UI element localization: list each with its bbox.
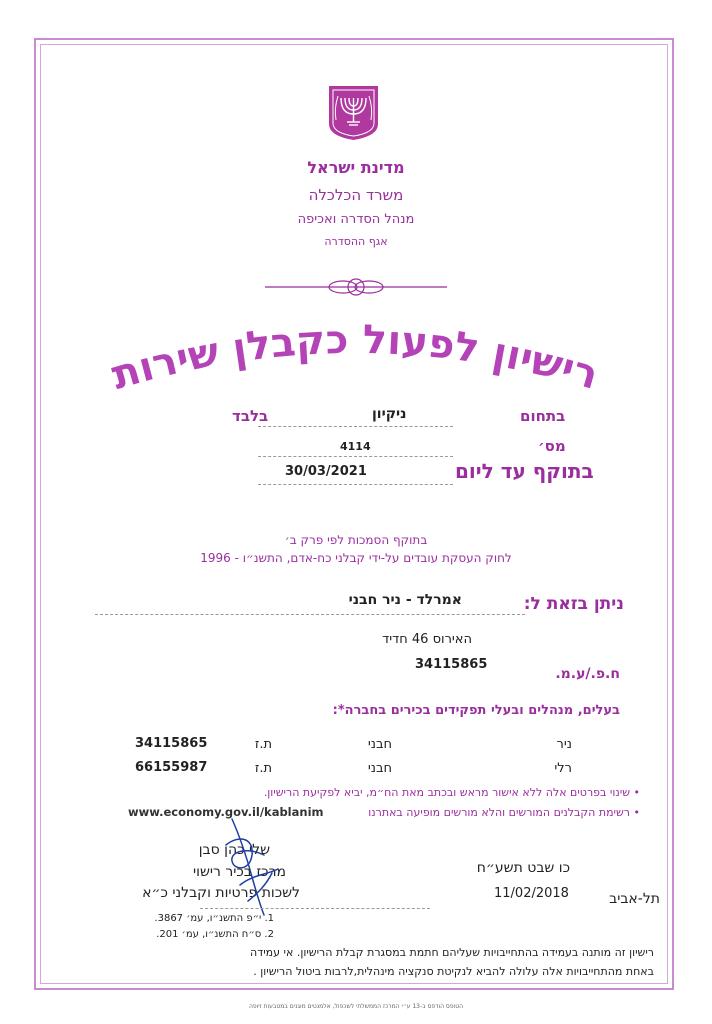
owner-first-name: רלי xyxy=(554,761,572,776)
license-number-value: 4114 xyxy=(340,440,371,453)
department-name: אגף ההסדרה xyxy=(324,235,388,248)
note-2-text: רשימת הקבלנים המורשים והלא מורשים מופיעה באתרנו xyxy=(368,806,630,819)
grantee-id-value: 34115865 xyxy=(415,657,488,672)
field-suffix: בלבד xyxy=(232,407,269,425)
handwritten-signature-icon xyxy=(218,815,293,920)
issue-date: 11/02/2018 xyxy=(494,886,569,901)
owner-last-name: חבני xyxy=(367,761,392,776)
reference-2: 2. ס״ח התשנ״ו, עמ׳ 201. xyxy=(156,929,274,940)
owner-id-type: ת.ז xyxy=(254,761,272,776)
note-1-text: שינוי בפרטים אלה ללא אישור מראש ובכתב מאת הח״מ, יביא לפקיעת הרישיון. xyxy=(263,786,630,799)
field-underline xyxy=(258,426,453,427)
signatory-title-1: מרכז בכיר רישוי xyxy=(193,864,286,880)
references-divider xyxy=(200,908,430,909)
print-note: הטופס הודפס ב-13 ע״י המרכז הממשלתי לשכפול, אלמנטים מוגנים במטבעות זיופה xyxy=(248,1003,464,1010)
field-label: בתחום xyxy=(520,407,566,425)
owner-last-name: חבני xyxy=(367,737,392,752)
ministry-name: משרד הכלכלה xyxy=(308,186,404,204)
signatory-title-2: לשכות פרטיות וקבלני כ״א xyxy=(142,885,300,901)
grantee-label: ניתן בזאת ל: xyxy=(523,594,624,614)
owner-id: 34115865 xyxy=(135,736,208,751)
state-name: מדינת ישראל xyxy=(307,158,405,177)
footer-line-2: באחת מהתחייבויות אלה עלולה להביא לנקיטת סנקציה מינהלית,לרבות ביטול הרישיון . xyxy=(253,965,654,978)
note-bullet-2: • רשימת הקבלנים המורשים והלא מורשים מופיעה באתרנו xyxy=(368,806,640,819)
grantee-name: אמרלד - ניר חבני xyxy=(348,592,462,608)
field-value: ניקיון xyxy=(372,406,407,422)
menorah-emblem-icon xyxy=(327,84,380,142)
owner-id: 66155987 xyxy=(135,760,208,775)
valid-until-label: בתוקף עד ליום xyxy=(455,459,594,483)
valid-until-date: 30/03/2021 xyxy=(285,464,367,479)
note-bullet-1: • שינוי בפרטים אלה ללא אישור מראש ובכתב מאת הח״מ, יביא לפקיעת הרישיון. xyxy=(263,786,640,799)
number-underline xyxy=(258,456,453,457)
document-title xyxy=(90,305,620,415)
svg-text:רישיון לפעול כקבלן שירות: רישיון לפעול כקבלן שירות xyxy=(106,316,604,399)
grantee-id-label: ח.פ./ע.מ. xyxy=(555,666,620,682)
license-number-label: מס׳ xyxy=(538,437,566,455)
reference-1: 1. י״פ התשנ״ו, עמ׳ 3867. xyxy=(154,913,274,924)
date-underline xyxy=(258,484,453,485)
ornament-divider-icon xyxy=(265,276,447,298)
owners-heading: בעלים, מנהלים ובעלי תפקידים בכירים בחברה*: xyxy=(332,703,620,718)
authority-line-2: לחוק העסקת עובדים על-ידי קבלני כח-אדם, התשנ״ו - 1996 xyxy=(200,551,512,565)
authority-line-1: בתוקף הסמכות לפי פרק ב׳ xyxy=(284,533,428,547)
signatory-name: שלי כהן סבן xyxy=(198,842,270,858)
owner-id-type: ת.ז xyxy=(254,737,272,752)
website-link[interactable]: www.economy.gov.il/kablanim xyxy=(128,805,324,819)
footer-line-1: רישיון זה מותנה בעמידה בהתחייבויות שעליהם חתמת במסגרת קבלת הרישיון. אי עמידה xyxy=(250,946,654,959)
issue-city: תל-אביב xyxy=(609,891,660,907)
owner-first-name: ניר xyxy=(556,737,572,752)
administration-name: מנהל הסדרה ואכיפה xyxy=(297,212,415,227)
document-inner-border xyxy=(40,44,668,984)
grantee-underline xyxy=(95,614,525,615)
hebrew-date: כו שבט תשע״ח xyxy=(476,860,570,876)
grantee-address: האירוס 46 חדיד xyxy=(382,632,472,647)
